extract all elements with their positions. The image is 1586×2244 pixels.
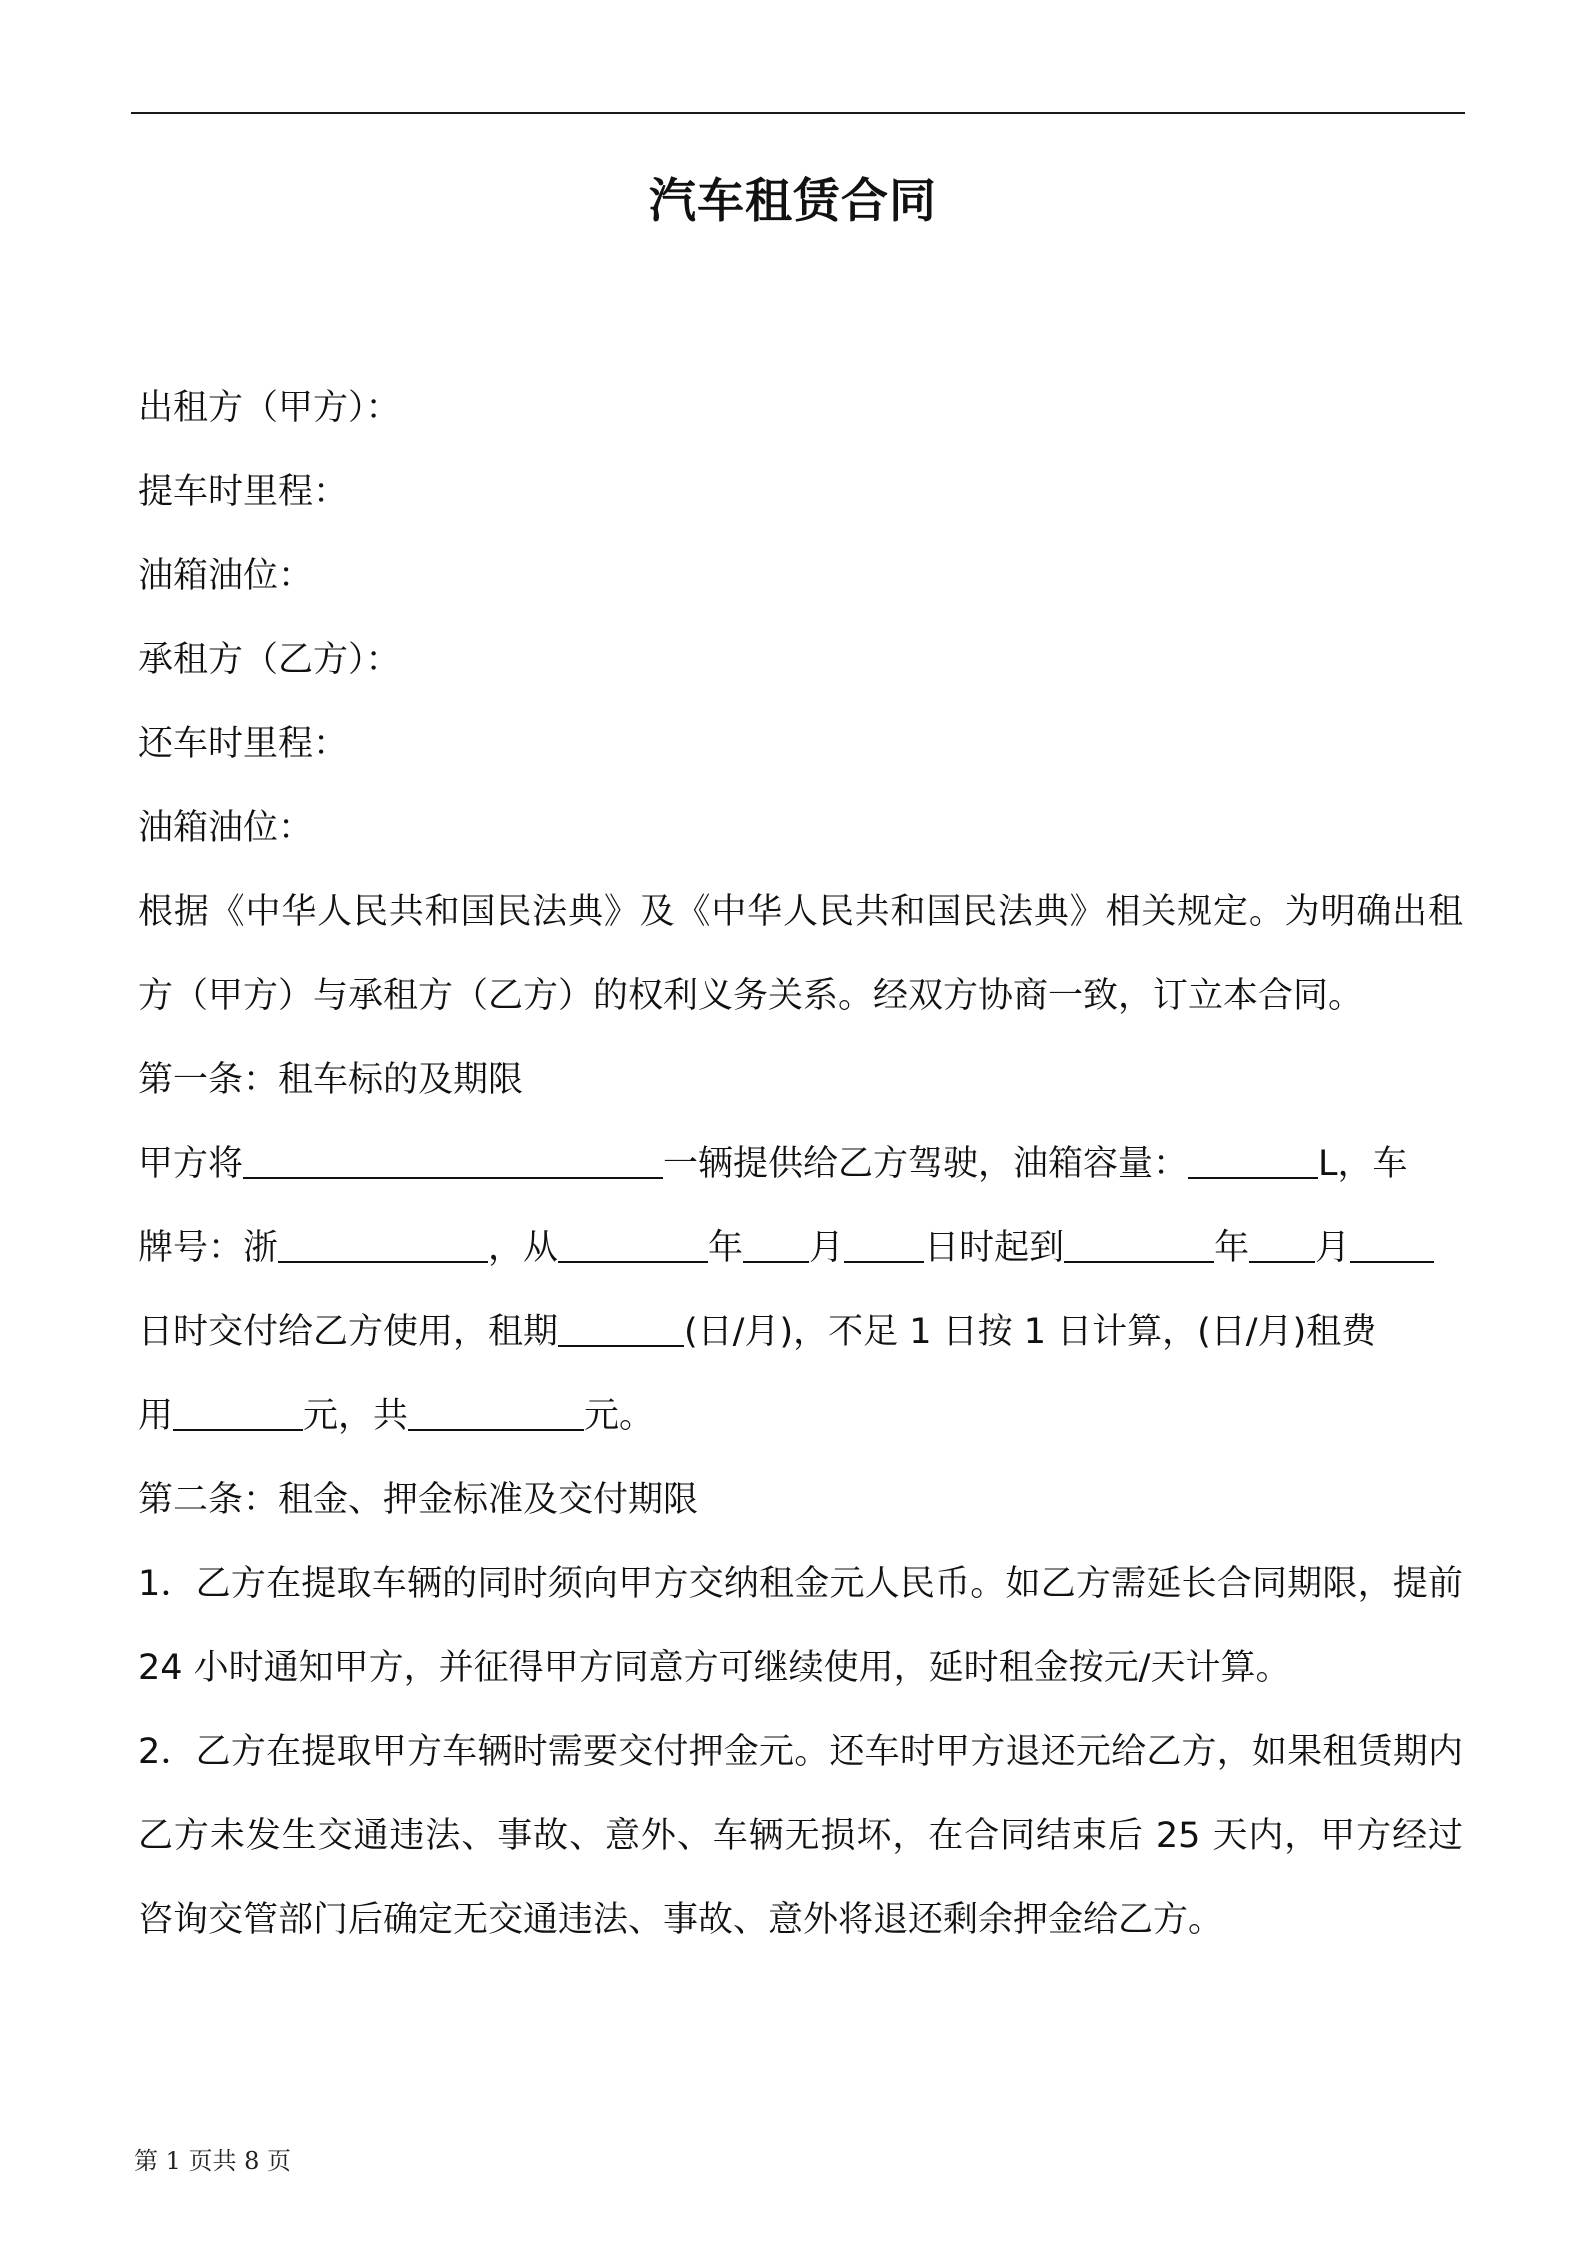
text-segment: ，从: [488, 1228, 559, 1268]
text-segment: 元。: [584, 1396, 655, 1436]
text-segment: 日时交付给乙方使用，租期: [138, 1312, 559, 1352]
article2-item1: 1．乙方在提取车辆的同时须向甲方交纳租金元人民币。如乙方需延长合同期限，提前 24 小时通知甲方，并征得甲方同意方可继续使用，延时租金按元/天计算。: [138, 1564, 1463, 1688]
preamble-paragraph: 根据《中华人民共和国民法典》及《中华人民共和国民法典》相关规定。为明确出租方（甲方）与承租方（乙方）的权利义务关系。经双方协商一致，订立本合同。: [138, 892, 1463, 1016]
field-tank-level-return: 油箱油位：: [138, 808, 314, 848]
text-segment: 元，共: [303, 1396, 409, 1436]
text-segment: 用: [138, 1396, 174, 1436]
article1-line2: [138, 1206, 1463, 1290]
field-return-mileage: 还车时里程：: [138, 724, 349, 764]
blank-rental-fee[interactable]: [173, 1399, 303, 1431]
text-segment: 年: [708, 1228, 744, 1268]
document-title: 汽车租赁合同: [649, 174, 937, 229]
page-footer: 第 1 页共 8 页: [134, 2147, 292, 2175]
text-segment: 甲方将: [138, 1144, 244, 1184]
text-segment: (日/月)，不足 1 日按 1 日计算，(日/月)租费: [684, 1312, 1377, 1352]
text-segment: 月: [809, 1228, 845, 1268]
text-segment: L，车: [1318, 1144, 1408, 1184]
text-segment: 月: [1315, 1228, 1351, 1268]
document-body: [138, 366, 1463, 1962]
blank-rental-period[interactable]: [558, 1315, 684, 1347]
blank-total-fee[interactable]: [408, 1399, 584, 1431]
article2-heading: 第二条：租金、押金标准及交付期限: [138, 1480, 699, 1520]
article1-line1: [138, 1122, 1463, 1206]
text-segment: 一辆提供给乙方驾驶，油箱容量：: [663, 1144, 1189, 1184]
field-lessee: 承租方（乙方）：: [138, 640, 401, 680]
blank-start-month[interactable]: [743, 1231, 809, 1263]
article1-line4: [138, 1374, 1463, 1458]
blank-start-year[interactable]: [558, 1231, 708, 1263]
field-pickup-mileage: 提车时里程：: [138, 472, 349, 512]
header-rule: [131, 112, 1465, 114]
article1-line3: [138, 1290, 1463, 1374]
blank-end-day[interactable]: [1350, 1231, 1434, 1263]
blank-end-month[interactable]: [1249, 1231, 1315, 1263]
blank-start-day[interactable]: [844, 1231, 924, 1263]
article1-heading: 第一条：租车标的及期限: [138, 1060, 524, 1100]
field-tank-level-pickup: 油箱油位：: [138, 556, 314, 596]
text-segment: 年: [1214, 1228, 1250, 1268]
article2-item2: 2．乙方在提取甲方车辆时需要交付押金元。还车时甲方退还元给乙方，如果租赁期内乙方未发生交通违法、事故、意外、车辆无损坏，在合同结束后 25 天内，甲方经过咨询交管部门后确定无交通违法、事故、意外将退还剩余押金给乙方。: [138, 1732, 1463, 1940]
text-segment: 牌号：浙: [138, 1228, 279, 1268]
blank-plate-number[interactable]: [278, 1231, 488, 1263]
text-segment: 日时起到: [924, 1228, 1065, 1268]
blank-car-model[interactable]: [243, 1147, 663, 1179]
blank-tank-capacity[interactable]: [1188, 1147, 1318, 1179]
field-lessor: 出租方（甲方）：: [138, 388, 401, 428]
blank-end-year[interactable]: [1064, 1231, 1214, 1263]
